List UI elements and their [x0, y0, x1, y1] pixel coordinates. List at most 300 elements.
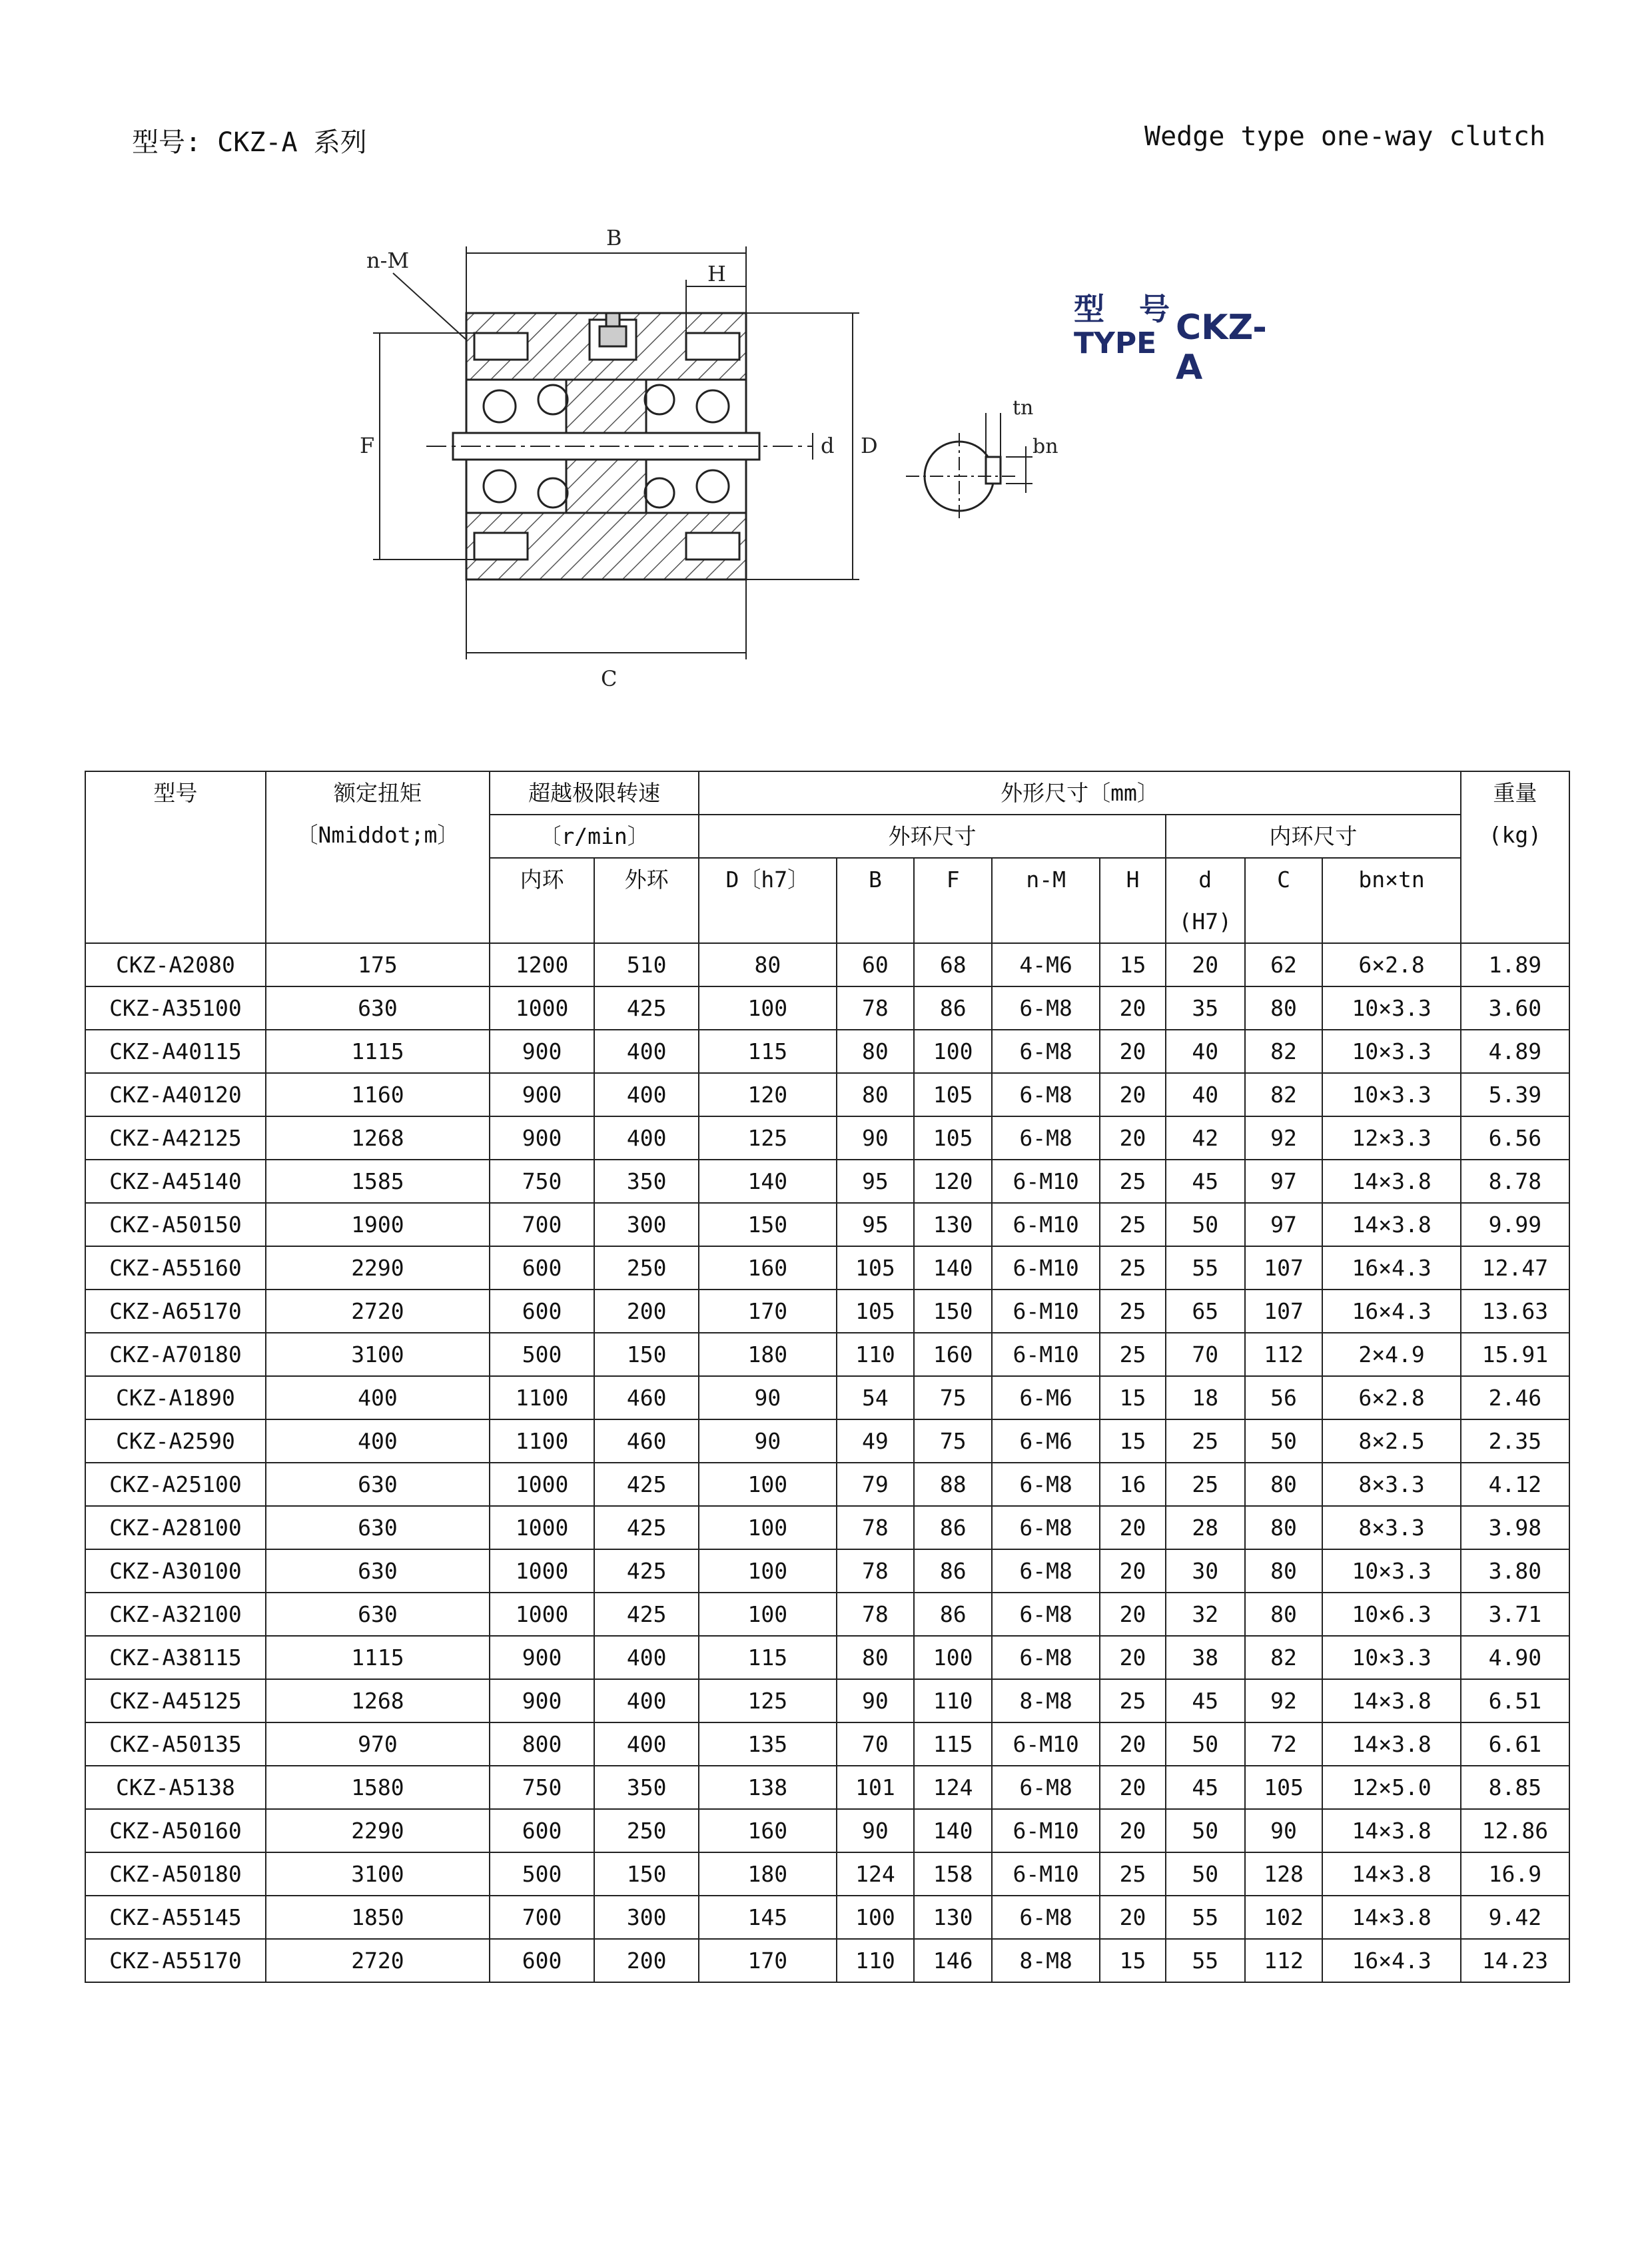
table-cell: 20 [1100, 1593, 1166, 1636]
table-cell: CKZ-A1890 [85, 1376, 266, 1419]
table-cell: 800 [490, 1722, 594, 1766]
table-cell: 110 [914, 1679, 992, 1722]
table-cell: 1200 [490, 943, 594, 986]
table-cell: 90 [699, 1376, 836, 1419]
shaft-bore [426, 433, 813, 460]
col-header-F: F [914, 858, 992, 943]
table-cell: 125 [699, 1116, 836, 1160]
table-cell: 2290 [266, 1809, 490, 1852]
table-cell: 6-M6 [992, 1376, 1100, 1419]
table-cell: 6-M10 [992, 1722, 1100, 1766]
table-cell: 6×2.8 [1322, 943, 1460, 986]
table-cell: 13.63 [1461, 1290, 1569, 1333]
table-cell: 145 [699, 1896, 836, 1939]
table-cell: 300 [594, 1896, 699, 1939]
table-row [85, 1939, 1569, 1982]
table-cell: 100 [699, 1549, 836, 1593]
table-cell: 110 [837, 1333, 915, 1376]
table-cell: CKZ-A70180 [85, 1333, 266, 1376]
table-cell: 1160 [266, 1073, 490, 1116]
table-cell: CKZ-A65170 [85, 1290, 266, 1333]
col-header-H: H [1100, 858, 1166, 943]
table-cell: CKZ-A45125 [85, 1679, 266, 1722]
table-cell: 105 [837, 1290, 915, 1333]
table-cell: 16 [1100, 1463, 1166, 1506]
table-cell: 600 [490, 1809, 594, 1852]
table-cell: 115 [699, 1030, 836, 1073]
dim-label-dd: D [861, 433, 878, 458]
table-cell: 2.46 [1461, 1376, 1569, 1419]
table-cell: 100 [699, 1593, 836, 1636]
table-cell: 90 [837, 1809, 915, 1852]
table-cell: 12.47 [1461, 1246, 1569, 1290]
table-row [85, 1333, 1569, 1376]
table-cell: 78 [837, 1549, 915, 1593]
table-cell: 65 [1166, 1290, 1245, 1333]
table-cell: 200 [594, 1939, 699, 1982]
table-cell: 160 [699, 1246, 836, 1290]
table-cell: 56 [1245, 1376, 1323, 1419]
table-cell: 970 [266, 1722, 490, 1766]
table-cell: 55 [1166, 1246, 1245, 1290]
table-row [85, 1809, 1569, 1852]
table-cell: 14×3.8 [1322, 1160, 1460, 1203]
table-cell: 14×3.8 [1322, 1722, 1460, 1766]
table-cell: 3.60 [1461, 986, 1569, 1030]
table-cell: 45 [1166, 1766, 1245, 1809]
table-cell: 100 [914, 1030, 992, 1073]
table-cell: 90 [699, 1419, 836, 1463]
table-cell: 6-M8 [992, 986, 1100, 1030]
table-cell: 8×3.3 [1322, 1506, 1460, 1549]
table-cell: 4.89 [1461, 1030, 1569, 1073]
table-cell: CKZ-A2080 [85, 943, 266, 986]
table-cell: 140 [699, 1160, 836, 1203]
dim-label-tn: tn [1013, 396, 1034, 420]
table-cell: 32 [1166, 1593, 1245, 1636]
table-cell: 150 [699, 1203, 836, 1246]
table-cell: 49 [837, 1419, 915, 1463]
table-cell: 425 [594, 1463, 699, 1506]
col-header-inner-speed: 内环 [490, 858, 594, 943]
table-cell: 40 [1166, 1030, 1245, 1073]
table-cell: 6.61 [1461, 1722, 1569, 1766]
table-cell: 25 [1100, 1290, 1166, 1333]
table-cell: 78 [837, 986, 915, 1030]
table-cell: 158 [914, 1852, 992, 1896]
table-cell: 6-M10 [992, 1852, 1100, 1896]
table-cell: 80 [1245, 986, 1323, 1030]
table-cell: 10×6.3 [1322, 1593, 1460, 1636]
table-cell: 1000 [490, 1463, 594, 1506]
col-header-model: 型号 [85, 771, 266, 943]
table-cell: 6-M8 [992, 1116, 1100, 1160]
table-cell: 20 [1100, 1073, 1166, 1116]
table-row [85, 1766, 1569, 1809]
table-cell: 630 [266, 1593, 490, 1636]
table-cell: 6-M8 [992, 1030, 1100, 1073]
table-cell: 75 [914, 1419, 992, 1463]
col-header-C: C [1245, 858, 1323, 943]
table-cell: 600 [490, 1290, 594, 1333]
table-cell: 75 [914, 1376, 992, 1419]
table-cell: 460 [594, 1376, 699, 1419]
table-cell: 101 [837, 1766, 915, 1809]
table-cell: 1000 [490, 1506, 594, 1549]
table-cell: 750 [490, 1160, 594, 1203]
col-header-d: d (H7) [1166, 858, 1245, 943]
table-row [85, 1549, 1569, 1593]
table-cell: CKZ-A40120 [85, 1073, 266, 1116]
table-cell: 900 [490, 1636, 594, 1679]
table-cell: 25 [1100, 1333, 1166, 1376]
table-cell: 6-M8 [992, 1766, 1100, 1809]
table-cell: 50 [1166, 1722, 1245, 1766]
table-cell: 20 [1100, 1636, 1166, 1679]
table-cell: 140 [914, 1246, 992, 1290]
table-cell: CKZ-A42125 [85, 1116, 266, 1160]
table-row [85, 1463, 1569, 1506]
table-cell: 86 [914, 1593, 992, 1636]
table-cell: 12.86 [1461, 1809, 1569, 1852]
table-cell: 180 [699, 1852, 836, 1896]
col-header-dims: 外形尺寸〔mm〕 [699, 771, 1461, 815]
table-cell: 35 [1166, 986, 1245, 1030]
table-cell: 1000 [490, 1593, 594, 1636]
table-cell: 40 [1166, 1073, 1245, 1116]
page-subtitle: Wedge type one-way clutch [1144, 121, 1546, 152]
table-cell: 15 [1100, 943, 1166, 986]
table-cell: 100 [914, 1636, 992, 1679]
page-title: 型号: CKZ-A 系列 [132, 127, 367, 158]
table-row [85, 1073, 1569, 1116]
table-cell: 90 [1245, 1809, 1323, 1852]
table-row [85, 1203, 1569, 1246]
table-cell: 80 [1245, 1593, 1323, 1636]
col-header-torque: 额定扭矩 〔Nmiddot;m〕 [266, 771, 490, 943]
table-cell: 20 [1100, 1766, 1166, 1809]
table-cell: 78 [837, 1593, 915, 1636]
table-cell: 100 [837, 1896, 915, 1939]
table-cell: 20 [1100, 1116, 1166, 1160]
table-cell: 200 [594, 1290, 699, 1333]
table-cell: 20 [1100, 1809, 1166, 1852]
table-cell: 6-M10 [992, 1809, 1100, 1852]
table-cell: 900 [490, 1030, 594, 1073]
table-row [85, 1160, 1569, 1203]
table-cell: 8×3.3 [1322, 1463, 1460, 1506]
table-cell: 18 [1166, 1376, 1245, 1419]
table-cell: 78 [837, 1506, 915, 1549]
table-cell: 10×3.3 [1322, 1636, 1460, 1679]
table-cell: 115 [914, 1722, 992, 1766]
table-cell: 180 [699, 1333, 836, 1376]
table-cell: 6.56 [1461, 1116, 1569, 1160]
table-cell: 124 [837, 1852, 915, 1896]
table-row [85, 1506, 1569, 1549]
table-cell: 1585 [266, 1160, 490, 1203]
table-cell: 80 [699, 943, 836, 986]
table-cell: 10×3.3 [1322, 1073, 1460, 1116]
table-cell: 140 [914, 1809, 992, 1852]
table-cell: 630 [266, 1549, 490, 1593]
table-cell: 28 [1166, 1506, 1245, 1549]
table-cell: 86 [914, 986, 992, 1030]
table-cell: 55 [1166, 1939, 1245, 1982]
table-cell: 120 [914, 1160, 992, 1203]
table-cell: 128 [1245, 1852, 1323, 1896]
table-cell: 25 [1100, 1679, 1166, 1722]
table-row [85, 1376, 1569, 1419]
table-cell: 350 [594, 1766, 699, 1809]
table-cell: 900 [490, 1116, 594, 1160]
table-cell: 25 [1100, 1203, 1166, 1246]
table-cell: 80 [837, 1636, 915, 1679]
table-cell: 70 [1166, 1333, 1245, 1376]
table-cell: 1268 [266, 1116, 490, 1160]
table-cell: 70 [837, 1722, 915, 1766]
table-row [85, 1852, 1569, 1896]
table-cell: 6-M8 [992, 1549, 1100, 1593]
table-row [85, 1679, 1569, 1722]
col-header-outer-dims: 外环尺寸 [699, 815, 1166, 858]
table-cell: 900 [490, 1679, 594, 1722]
table-cell: 630 [266, 986, 490, 1030]
table-cell: 400 [594, 1722, 699, 1766]
table-cell: 150 [594, 1333, 699, 1376]
spec-table-body [85, 943, 1569, 1982]
table-cell: 68 [914, 943, 992, 986]
table-cell: 72 [1245, 1722, 1323, 1766]
table-cell: 170 [699, 1290, 836, 1333]
table-row [85, 1722, 1569, 1766]
table-cell: 400 [594, 1030, 699, 1073]
table-cell: 1115 [266, 1636, 490, 1679]
table-cell: 3100 [266, 1852, 490, 1896]
dim-label-nm: n-M [366, 248, 410, 273]
table-cell: 97 [1245, 1160, 1323, 1203]
table-cell: 12×5.0 [1322, 1766, 1460, 1809]
table-cell: 100 [699, 986, 836, 1030]
table-cell: 107 [1245, 1290, 1323, 1333]
table-cell: 86 [914, 1506, 992, 1549]
table-cell: 5.39 [1461, 1073, 1569, 1116]
table-cell: 130 [914, 1203, 992, 1246]
table-cell: 400 [266, 1376, 490, 1419]
table-cell: CKZ-A25100 [85, 1463, 266, 1506]
table-cell: 500 [490, 1333, 594, 1376]
table-cell: 425 [594, 1593, 699, 1636]
table-cell: 50 [1166, 1852, 1245, 1896]
table-cell: 2720 [266, 1290, 490, 1333]
table-cell: 8.85 [1461, 1766, 1569, 1809]
table-cell: 750 [490, 1766, 594, 1809]
table-cell: 2×4.9 [1322, 1333, 1460, 1376]
table-cell: 4.12 [1461, 1463, 1569, 1506]
table-cell: 88 [914, 1463, 992, 1506]
table-cell: 30 [1166, 1549, 1245, 1593]
table-cell: 1580 [266, 1766, 490, 1809]
table-cell: 6-M8 [992, 1896, 1100, 1939]
table-cell: CKZ-A28100 [85, 1506, 266, 1549]
table-cell: 9.99 [1461, 1203, 1569, 1246]
table-cell: 105 [914, 1116, 992, 1160]
table-cell: 600 [490, 1939, 594, 1982]
table-cell: 250 [594, 1809, 699, 1852]
table-cell: 700 [490, 1203, 594, 1246]
table-cell: 3.98 [1461, 1506, 1569, 1549]
table-cell: 400 [266, 1419, 490, 1463]
table-row [85, 943, 1569, 986]
table-cell: 3.80 [1461, 1549, 1569, 1593]
table-cell: 14×3.8 [1322, 1679, 1460, 1722]
table-cell: 1900 [266, 1203, 490, 1246]
table-cell: 14×3.8 [1322, 1852, 1460, 1896]
table-cell: 82 [1245, 1636, 1323, 1679]
table-cell: 25 [1166, 1419, 1245, 1463]
table-cell: 2.35 [1461, 1419, 1569, 1463]
table-row [85, 1636, 1569, 1679]
table-cell: 6×2.8 [1322, 1376, 1460, 1419]
table-cell: 54 [837, 1376, 915, 1419]
table-cell: 62 [1245, 943, 1323, 986]
table-cell: 6-M10 [992, 1290, 1100, 1333]
table-cell: CKZ-A55170 [85, 1939, 266, 1982]
table-cell: 6-M8 [992, 1073, 1100, 1116]
table-cell: 700 [490, 1896, 594, 1939]
table-cell: 15.91 [1461, 1333, 1569, 1376]
clutch-technical-drawing [360, 220, 1079, 719]
col-header-nM: n-M [992, 858, 1100, 943]
table-cell: 16×4.3 [1322, 1290, 1460, 1333]
col-header-weight: 重量 (kg) [1461, 771, 1569, 943]
table-cell: 4-M6 [992, 943, 1100, 986]
table-cell: 15 [1100, 1939, 1166, 1982]
table-cell: 14.23 [1461, 1939, 1569, 1982]
table-cell: 510 [594, 943, 699, 986]
table-cell: 10×3.3 [1322, 1549, 1460, 1593]
table-cell: 600 [490, 1246, 594, 1290]
table-cell: 105 [1245, 1766, 1323, 1809]
table-cell: 97 [1245, 1203, 1323, 1246]
table-cell: 130 [914, 1896, 992, 1939]
table-cell: 124 [914, 1766, 992, 1809]
table-cell: 160 [914, 1333, 992, 1376]
table-cell: 135 [699, 1722, 836, 1766]
table-cell: 15 [1100, 1376, 1166, 1419]
table-cell: 16.9 [1461, 1852, 1569, 1896]
table-cell: 20 [1100, 1722, 1166, 1766]
table-cell: 425 [594, 1549, 699, 1593]
table-cell: 42 [1166, 1116, 1245, 1160]
table-cell: 400 [594, 1073, 699, 1116]
table-cell: 9.42 [1461, 1896, 1569, 1939]
table-cell: 20 [1100, 1506, 1166, 1549]
table-cell: 45 [1166, 1679, 1245, 1722]
table-cell: 425 [594, 1506, 699, 1549]
table-cell: 14×3.8 [1322, 1203, 1460, 1246]
table-cell: 150 [594, 1852, 699, 1896]
table-cell: 112 [1245, 1939, 1323, 1982]
table-cell: 50 [1166, 1809, 1245, 1852]
table-cell: 425 [594, 986, 699, 1030]
table-cell: 150 [914, 1290, 992, 1333]
table-cell: 900 [490, 1073, 594, 1116]
dim-label-b: B [606, 225, 622, 250]
table-cell: 80 [1245, 1463, 1323, 1506]
dim-label-d: d [821, 433, 835, 458]
table-cell: 1100 [490, 1419, 594, 1463]
table-cell: 170 [699, 1939, 836, 1982]
table-row [85, 986, 1569, 1030]
table-cell: 1100 [490, 1376, 594, 1419]
table-cell: 400 [594, 1679, 699, 1722]
table-cell: CKZ-A50135 [85, 1722, 266, 1766]
table-cell: 15 [1100, 1419, 1166, 1463]
col-header-bntn: bn×tn [1322, 858, 1460, 943]
table-cell: 125 [699, 1679, 836, 1722]
table-cell: 16×4.3 [1322, 1939, 1460, 1982]
table-cell: 146 [914, 1939, 992, 1982]
table-row [85, 1030, 1569, 1073]
dim-label-f: F [360, 433, 375, 458]
dim-label-h: H [707, 261, 726, 286]
table-cell: 1850 [266, 1896, 490, 1939]
table-cell: 20 [1100, 1030, 1166, 1073]
table-cell: CKZ-A38115 [85, 1636, 266, 1679]
table-cell: 1000 [490, 1549, 594, 1593]
table-cell: 80 [1245, 1506, 1323, 1549]
table-cell: 630 [266, 1463, 490, 1506]
table-cell: 20 [1100, 1896, 1166, 1939]
table-row [85, 1593, 1569, 1636]
table-cell: CKZ-A45140 [85, 1160, 266, 1203]
table-cell: CKZ-A50160 [85, 1809, 266, 1852]
table-cell: 25 [1166, 1463, 1245, 1506]
table-cell: 60 [837, 943, 915, 986]
table-cell: 100 [699, 1463, 836, 1506]
table-cell: 110 [837, 1939, 915, 1982]
table-cell: 92 [1245, 1679, 1323, 1722]
table-cell: 1268 [266, 1679, 490, 1722]
table-cell: 175 [266, 943, 490, 986]
table-cell: 107 [1245, 1246, 1323, 1290]
type-label [1074, 285, 1267, 388]
table-cell: 4.90 [1461, 1636, 1569, 1679]
table-cell: 630 [266, 1506, 490, 1549]
table-cell: 55 [1166, 1896, 1245, 1939]
table-cell: 6-M8 [992, 1506, 1100, 1549]
table-cell: 250 [594, 1246, 699, 1290]
table-cell: 8.78 [1461, 1160, 1569, 1203]
table-cell: 6-M6 [992, 1419, 1100, 1463]
table-cell: 12×3.3 [1322, 1116, 1460, 1160]
table-cell: 16×4.3 [1322, 1246, 1460, 1290]
table-cell: 120 [699, 1073, 836, 1116]
table-cell: 92 [1245, 1116, 1323, 1160]
type-label-zh: 型 号 [1074, 291, 1182, 327]
table-cell: 6-M8 [992, 1636, 1100, 1679]
table-cell: 79 [837, 1463, 915, 1506]
col-header-B: B [837, 858, 915, 943]
table-cell: 80 [1245, 1549, 1323, 1593]
table-cell: 45 [1166, 1160, 1245, 1203]
table-cell: 82 [1245, 1030, 1323, 1073]
table-cell: 3100 [266, 1333, 490, 1376]
table-cell: CKZ-A40115 [85, 1030, 266, 1073]
table-cell: 14×3.8 [1322, 1896, 1460, 1939]
table-cell: 38 [1166, 1636, 1245, 1679]
